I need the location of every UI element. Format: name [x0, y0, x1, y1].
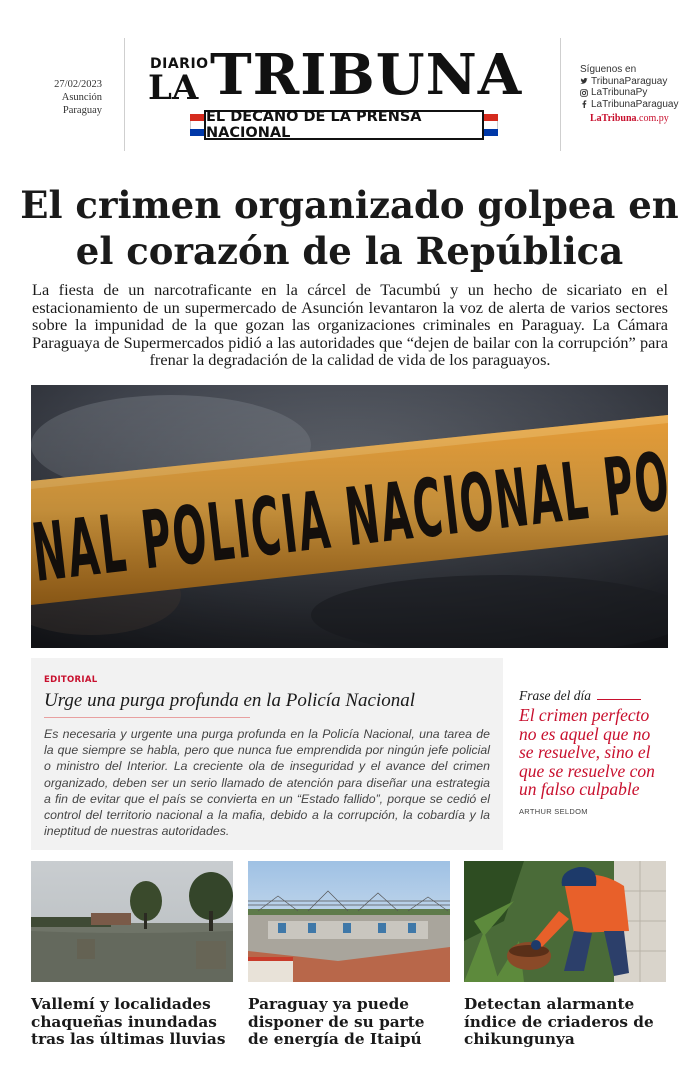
editorial-label: EDITORIAL — [44, 675, 98, 685]
social-link-instagram[interactable] — [580, 87, 695, 99]
social-link-twitter[interactable] — [580, 76, 695, 88]
story-card-chikungunya[interactable] — [464, 861, 666, 1049]
instagram-handle: LaTribunaPy — [591, 87, 648, 98]
masthead-header — [0, 38, 699, 156]
hero-photo[interactable] — [31, 385, 668, 648]
slogan-text: EL DECANO DE LA PRENSA NACIONAL — [204, 110, 484, 140]
story-thumb-flood[interactable] — [31, 861, 233, 982]
issue-country: Paraguay — [62, 105, 102, 116]
substation-photo — [248, 861, 450, 982]
facebook-handle: LaTribunaParaguay — [591, 98, 679, 110]
story-card-itaipu[interactable] — [248, 861, 450, 1049]
quote-author: ARTHUR SELDOM — [519, 806, 588, 816]
social-link-facebook[interactable] — [580, 99, 695, 111]
logo-diario: DIARIO — [150, 56, 209, 72]
date-location — [30, 78, 102, 117]
story-card-flood[interactable] — [31, 861, 233, 1049]
logo-la: LA — [148, 68, 199, 108]
story-thumb-itaipu[interactable] — [248, 861, 450, 982]
newspaper-logo[interactable] — [148, 44, 548, 148]
quote-text: El crimen perfecto no es aquel que no se resuelve, sino el que se resuelve con un falso culpable — [519, 705, 655, 800]
instagram-icon — [580, 89, 588, 97]
inspector-photo — [464, 861, 666, 982]
main-headline[interactable]: El crimen organizado golpea en el corazón de la República — [20, 183, 679, 273]
editorial-title[interactable]: Urge una purga profunda en la Policía Nacional — [44, 690, 416, 711]
website-link[interactable] — [580, 113, 695, 125]
social-title: Síguenos en — [580, 64, 637, 75]
issue-city: Asunción — [61, 92, 102, 103]
quote-label: Frase del día — [519, 688, 591, 703]
issue-date: 27/02/2023 — [54, 79, 102, 90]
website-domain: .com.py — [636, 113, 669, 124]
main-lead: La fiesta de un narcotraficante en la cárcel de Tacumbú y un hecho de sicariato en el estacionamiento de un supermercado de Asunción levantaron la voz de alerta de varios sectores sobre la impunidad de la que gozan las organizaciones criminales en Paraguay. La Cámara Paraguaya de Supermercados pidió a las autoridades que “dejen de bailar con la corrupción” para frenar la degradación de la calidad de vida de los paraguayos. — [32, 280, 668, 370]
story-title-chikungunya[interactable]: Detectan alarmante índice de criaderos de chikungunya — [464, 995, 654, 1049]
quote-label-rule — [597, 699, 641, 700]
slogan-banner — [190, 110, 498, 140]
quote-of-the-day — [519, 688, 669, 816]
police-tape-image — [31, 385, 668, 648]
flood-photo — [31, 861, 233, 982]
twitter-icon — [580, 77, 588, 85]
header-divider-right — [560, 38, 561, 151]
editorial-box[interactable] — [31, 658, 503, 850]
editorial-body: Es necesaria y urgente una purga profunda en la Policía Nacional, una tarea de la que siempre se habla, pero que nunca fue emprendida por ningún jefe policial o ministro del Interior. La creciente ola de inseguridad y el avance del crimen organizado, deben ser un serio llamado de atención para diseñar una estrategia a fin de evitar que el país se convierta en un “Estado fallido”, porque se cedió el control del territorio nacional a la mafia, debido a la corrupción, la cobardía y la ineptitud de nuestras autoridades. — [44, 727, 490, 839]
story-title-itaipu[interactable]: Paraguay ya puede disponer de su parte de energía de Itaipú — [248, 995, 425, 1049]
story-title-flood[interactable]: Vallemí y localidades chaqueñas inundadas tras las últimas lluvias — [31, 995, 226, 1049]
twitter-handle: TribunaParaguay — [591, 75, 668, 87]
social-links — [580, 64, 695, 125]
story-thumb-chikungunya[interactable] — [464, 861, 666, 982]
facebook-icon — [580, 100, 588, 108]
logo-tribuna: TRIBUNA — [210, 42, 523, 108]
header-divider-left — [124, 38, 125, 151]
editorial-divider — [44, 717, 250, 718]
website-name: LaTribuna — [590, 113, 637, 124]
